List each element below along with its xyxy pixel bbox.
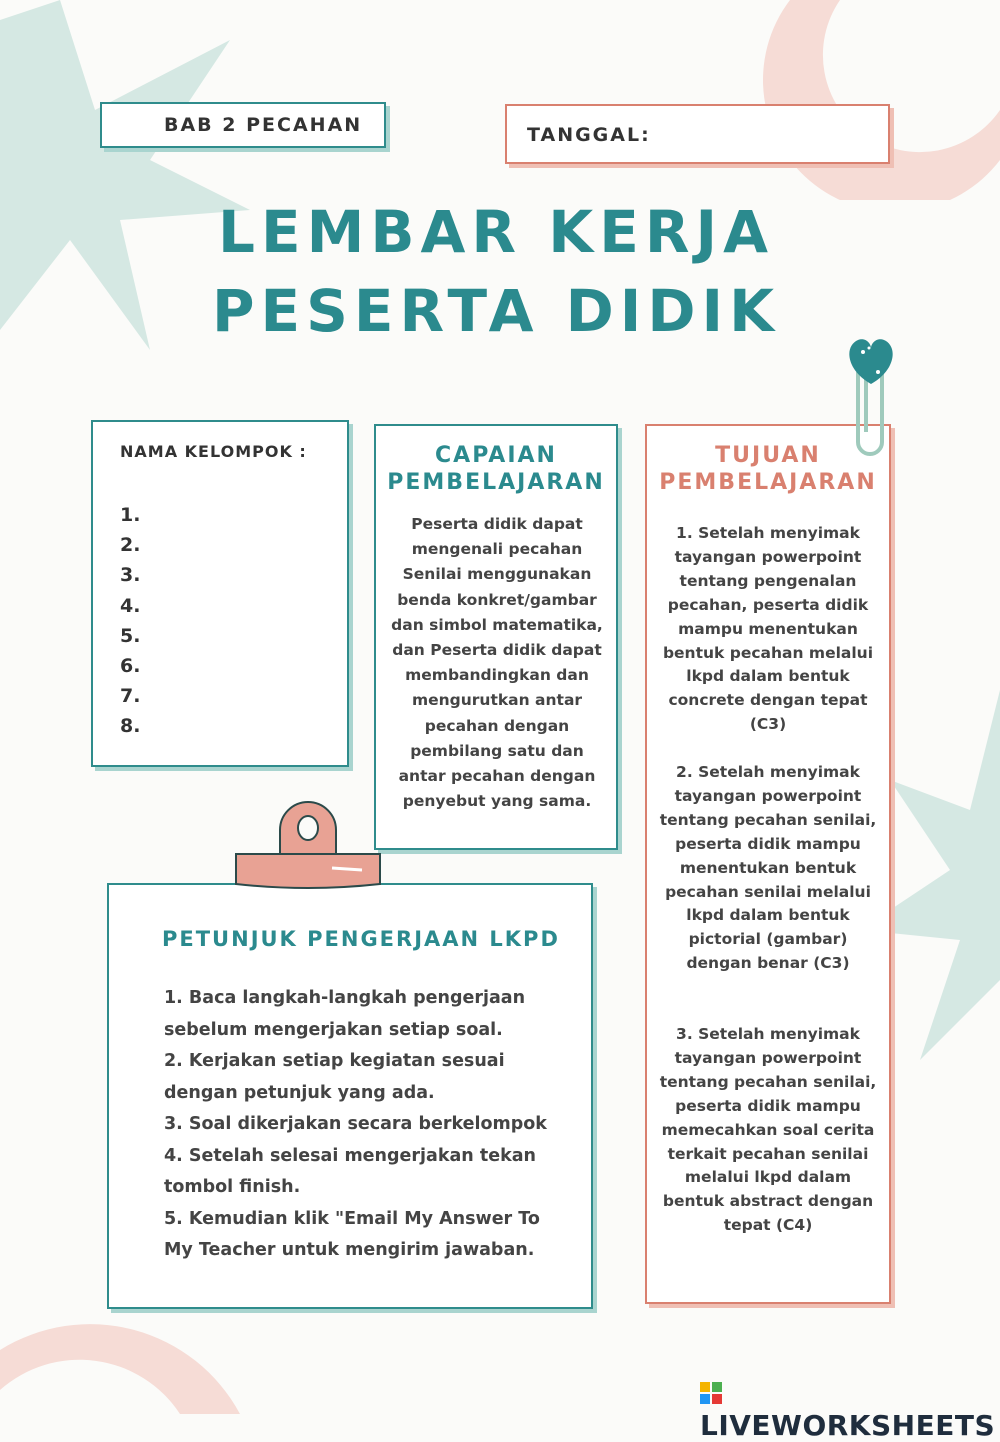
heading-line: PEMBELAJARAN xyxy=(659,470,877,495)
list-item: 1. xyxy=(120,504,141,526)
liveworksheets-logo xyxy=(700,1376,1000,1442)
group-name-card xyxy=(91,420,349,767)
chapter-label-box xyxy=(100,102,386,148)
learning-outcome-heading xyxy=(376,442,616,496)
paperclip-heart-icon xyxy=(836,332,906,472)
learning-outcome-text: Peserta didik dapat mengenali pecahan Senilai menggunakan benda konkret/gambar dan simbol matematika, dan Peserta didik dapat membandingkan dan mengurutkan antar pecahan dengan pembilang satu dan antar pecahan dengan penyebut yang sama. xyxy=(391,515,603,811)
binder-clip-icon xyxy=(232,800,384,892)
heading-line: PEMBELAJARAN xyxy=(387,470,605,495)
list-item: 8. xyxy=(120,715,141,738)
list-item: 3. xyxy=(120,564,141,587)
learning-objective-item: 3. Setelah menyimak tayangan powerpoint tentang pecahan senilai, peserta didik mampu memecahkan soal cerita terkait pecahan senilai melalui lkpd dalam bentuk abstract dengan tepat (C4) xyxy=(659,1025,877,1235)
instructions-heading: PETUNJUK PENGERJAAN LKPD xyxy=(162,927,560,951)
date-field-box xyxy=(505,104,890,164)
arc-decoration-top-right xyxy=(760,0,1000,200)
learning-outcome-card xyxy=(374,424,618,850)
chapter-label: BAB 2 PECAHAN xyxy=(164,114,363,136)
heading-line: CAPAIAN xyxy=(435,443,557,468)
page-title-line-1: LEMBAR KERJA xyxy=(218,198,774,266)
group-name-label: NAMA KELOMPOK : xyxy=(120,442,307,461)
list-item: 7. xyxy=(120,685,141,708)
learning-objective-item: 1. Setelah menyimak tayangan powerpoint tentang pengenalan pecahan, peserta didik mampu menentukan bentuk pecahan melalui lkpd dalam bentuk concrete dengan tepat (C3) xyxy=(662,524,874,734)
list-item: 4. Setelah selesai mengerjakan tekan tombol finish. xyxy=(164,1145,536,1197)
list-item: 5. Kemudian klik "Email My Answer To My Teacher untuk mengirim jawaban. xyxy=(164,1208,540,1260)
liveworksheets-mark-icon xyxy=(700,1382,722,1404)
learning-objective-item: 2. Setelah menyimak tayangan powerpoint tentang pecahan senilai, peserta didik mampu menentukan bentuk pecahan senilai melalui lkpd dalam bentuk pictorial (gambar) dengan benar (C3) xyxy=(659,763,877,973)
list-item: 6. xyxy=(120,655,141,678)
list-item: 1. Baca langkah-langkah pengerjaan sebelum mengerjakan setiap soal. xyxy=(164,988,526,1040)
arc-decoration-bottom-left xyxy=(0,1320,260,1414)
instructions-list xyxy=(164,983,552,1267)
heading-line: TUJUAN xyxy=(715,443,821,468)
instructions-card xyxy=(107,883,593,1309)
date-label: TANGGAL: xyxy=(527,124,651,146)
list-item: 2. Kerjakan setiap kegiatan sesuai dengan petunjuk yang ada. xyxy=(164,1051,505,1103)
list-item: 3. Soal dikerjakan secara berkelompok xyxy=(164,1114,547,1134)
group-member-list xyxy=(120,500,140,742)
learning-objective-card xyxy=(645,424,891,1304)
list-item: 5. xyxy=(120,624,141,647)
page-title-line-2: PESERTA DIDIK xyxy=(211,277,781,345)
list-item: 4. xyxy=(120,594,141,617)
logo-text: LIVEWORKSHEETS xyxy=(700,1409,996,1442)
list-item: 2. xyxy=(120,534,141,557)
